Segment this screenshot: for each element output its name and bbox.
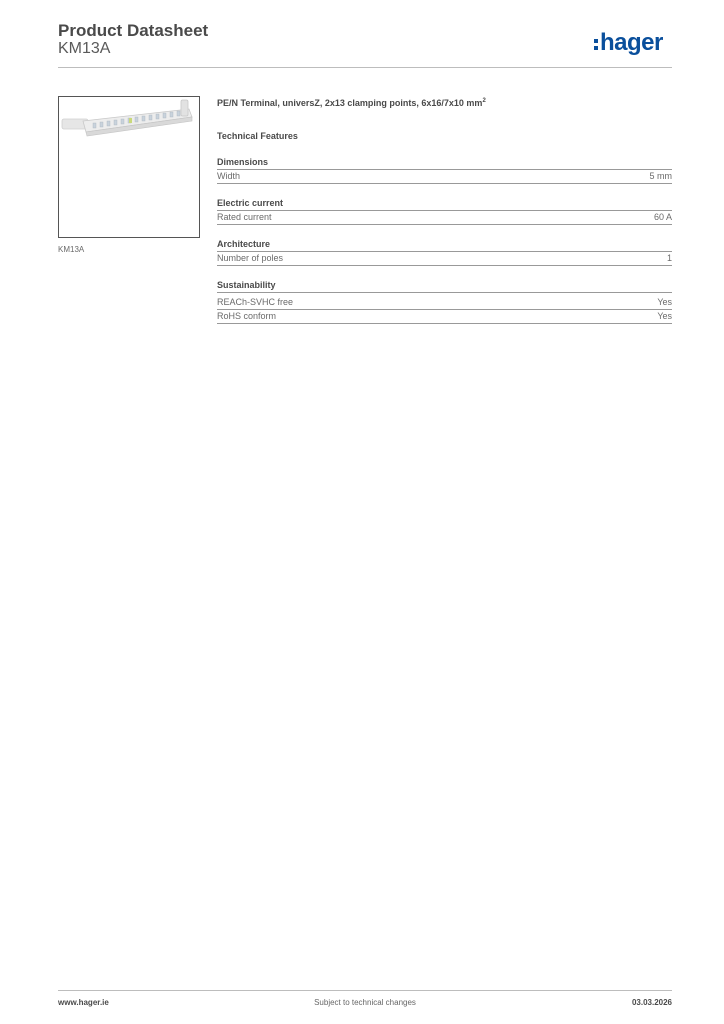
page-title: Product Datasheet xyxy=(58,21,209,40)
hager-logo xyxy=(594,28,663,58)
page-footer xyxy=(58,998,672,1010)
feature-row-rohs xyxy=(217,310,672,324)
technical-features-heading: Technical Features xyxy=(217,131,298,141)
group-sustainability xyxy=(217,280,672,324)
feature-label: RoHS conform xyxy=(217,311,277,321)
feature-label: Width xyxy=(217,171,241,181)
group-title: Architecture xyxy=(217,239,672,252)
feature-row-width xyxy=(217,170,672,184)
product-image-caption: KM13A xyxy=(58,245,85,254)
feature-label: REACh-SVHC free xyxy=(217,297,294,307)
group-title: Sustainability xyxy=(217,280,672,293)
product-description-text: PE/N Terminal, universZ, 2x13 clamping points, 6x16/7x10 mm xyxy=(217,98,483,108)
datasheet-content xyxy=(217,96,672,324)
group-electric-current xyxy=(217,198,672,225)
feature-row-number-of-poles xyxy=(217,252,672,266)
footer-divider xyxy=(58,990,672,991)
group-title: Dimensions xyxy=(217,157,672,170)
logo-dots-icon xyxy=(594,39,598,50)
feature-value: Yes xyxy=(657,311,672,321)
header-divider xyxy=(58,67,672,68)
group-architecture xyxy=(217,239,672,266)
feature-label: Rated current xyxy=(217,212,272,222)
group-title: Electric current xyxy=(217,198,672,211)
feature-row-rated-current xyxy=(217,211,672,225)
footer-note: Subject to technical changes xyxy=(314,998,416,1007)
feature-value: 5 mm xyxy=(649,171,672,181)
feature-value: 60 A xyxy=(653,212,672,222)
feature-row-reach-svhc xyxy=(217,296,672,310)
group-dimensions xyxy=(217,157,672,184)
feature-value: Yes xyxy=(657,297,672,307)
footer-website-link[interactable]: www.hager.ie xyxy=(58,998,109,1007)
footer-date: 03.03.2026 xyxy=(631,998,672,1007)
feature-label: Number of poles xyxy=(217,253,284,263)
product-image xyxy=(58,96,200,238)
feature-value: 1 xyxy=(666,253,672,263)
product-description-superscript: 2 xyxy=(482,98,486,104)
terminal-block-icon xyxy=(59,97,199,237)
logo-text: hager xyxy=(600,29,663,56)
product-code: KM13A xyxy=(58,40,111,57)
product-description xyxy=(217,96,672,110)
